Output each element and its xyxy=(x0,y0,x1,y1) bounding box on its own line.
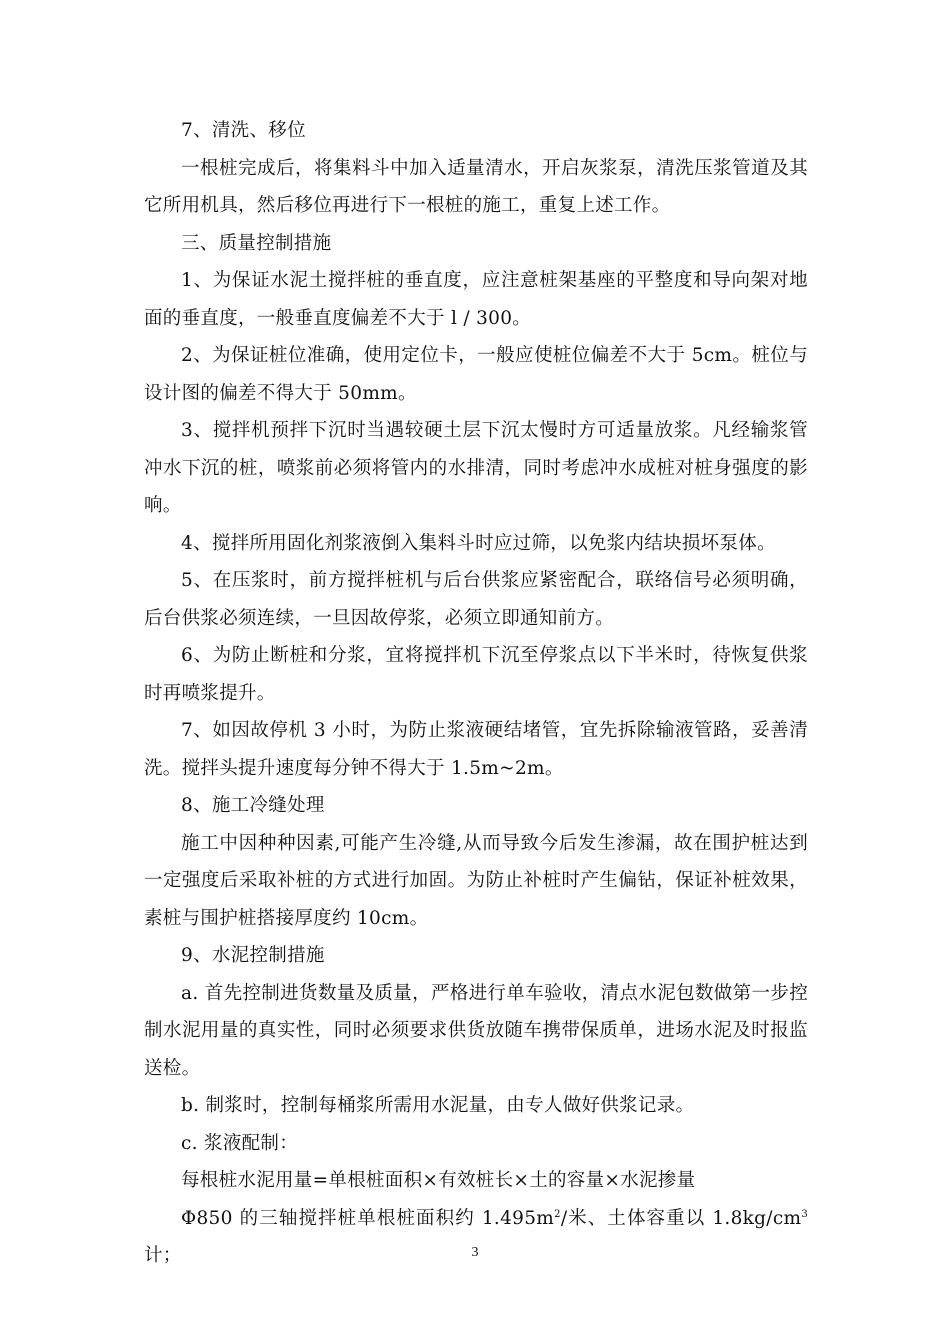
paragraph-item-c: c. 浆液配制： xyxy=(181,1132,299,1154)
paragraph-item-4: 4、搅拌所用固化剂浆液倒入集料斗时应过筛，以免浆内结块损坏泵体。 xyxy=(181,532,776,554)
page-number: 3 xyxy=(471,1245,479,1260)
last-line xyxy=(144,1200,808,1275)
last-line-part2: /米、土体容重以 1.8kg/cm xyxy=(560,1207,802,1229)
paragraph-item-7: 7、如因故停机 3 小时，为防止浆液硬结堵管，宜先拆除输液管路，妥善清洗。搅拌头提升速度每分钟不得大于 1.5m~2m。 xyxy=(144,720,808,779)
paragraph-item-2: 2、为保证桩位准确，使用定位卡，一般应使桩位偏差不大于 5cm。桩位与设计图的偏差不得大于 50mm。 xyxy=(144,345,808,404)
paragraph-heading-9-cement: 9、水泥控制措施 xyxy=(181,945,325,966)
paragraph-item-3: 3、搅拌机预拌下沉时当遇较硬土层下沉太慢时方可适量放浆。凡经输浆管冲水下沉的桩，喷浆前必须将管内的水排清，同时考虑冲水成桩对桩身强度的影响。 xyxy=(144,420,808,516)
paragraph-formula: 每根桩水泥用量=单根桩面积×有效桩长×土的容量×水泥掺量 xyxy=(181,1170,696,1191)
paragraph-item-6: 6、为防止断桩和分浆，宜将搅拌机下沉至停浆点以下半米时，待恢复供浆时再喷浆提升。 xyxy=(144,645,808,704)
paragraph-heading-7-clean: 7、清洗、移位 xyxy=(181,120,306,141)
paragraph-item-b: b. 制浆时，控制每桶浆所需用水泥量，由专人做好供浆记录。 xyxy=(181,1095,695,1116)
paragraph-item-a: a. 首先控制进货数量及质量，严格进行单车验收，清点水泥包数做第一步控制水泥用量的真实性，同时必须要求供货放随车携带保质单，进场水泥及时报监送检。 xyxy=(144,982,808,1079)
paragraph-item-1: 1、为保证水泥土搅拌桩的垂直度，应注意桩架基座的平整度和导向架对地面的垂直度，一般垂直度偏差不大于 l / 300。 xyxy=(144,270,808,329)
paragraph-heading-3-quality: 三、质量控制措施 xyxy=(181,232,332,254)
last-line-part1: Φ850 的三轴搅拌桩单根桩面积约 1.495m xyxy=(181,1207,555,1229)
superscript-2: 2 xyxy=(554,1208,561,1220)
superscript-3: 3 xyxy=(801,1208,808,1220)
paragraph-item-5: 5、在压浆时，前方搅拌桩机与后台供浆应紧密配合，联络信号必须明确，后台供浆必须连续，一旦因故停浆，必须立即通知前方。 xyxy=(144,570,808,629)
last-line-part3: 计； xyxy=(144,1245,182,1266)
paragraph-heading-8-joint: 8、施工冷缝处理 xyxy=(181,795,325,816)
paragraph-para-clean-body: 一根桩完成后，将集料斗中加入适量清水，开启灰浆泵，清洗压浆管道及其它所用机具，然后移位再进行下一根桩的施工，重复上述工作。 xyxy=(144,157,808,216)
document-body xyxy=(144,112,808,1275)
paragraph-para-joint-body: 施工中因种种因素,可能产生冷缝,从而导致今后发生渗漏，故在围护桩达到一定强度后采取补桩的方式进行加固。为防止补桩时产生偏钻，保证补桩效果，素桩与围护桩搭接厚度约 10cm。 xyxy=(144,832,808,929)
